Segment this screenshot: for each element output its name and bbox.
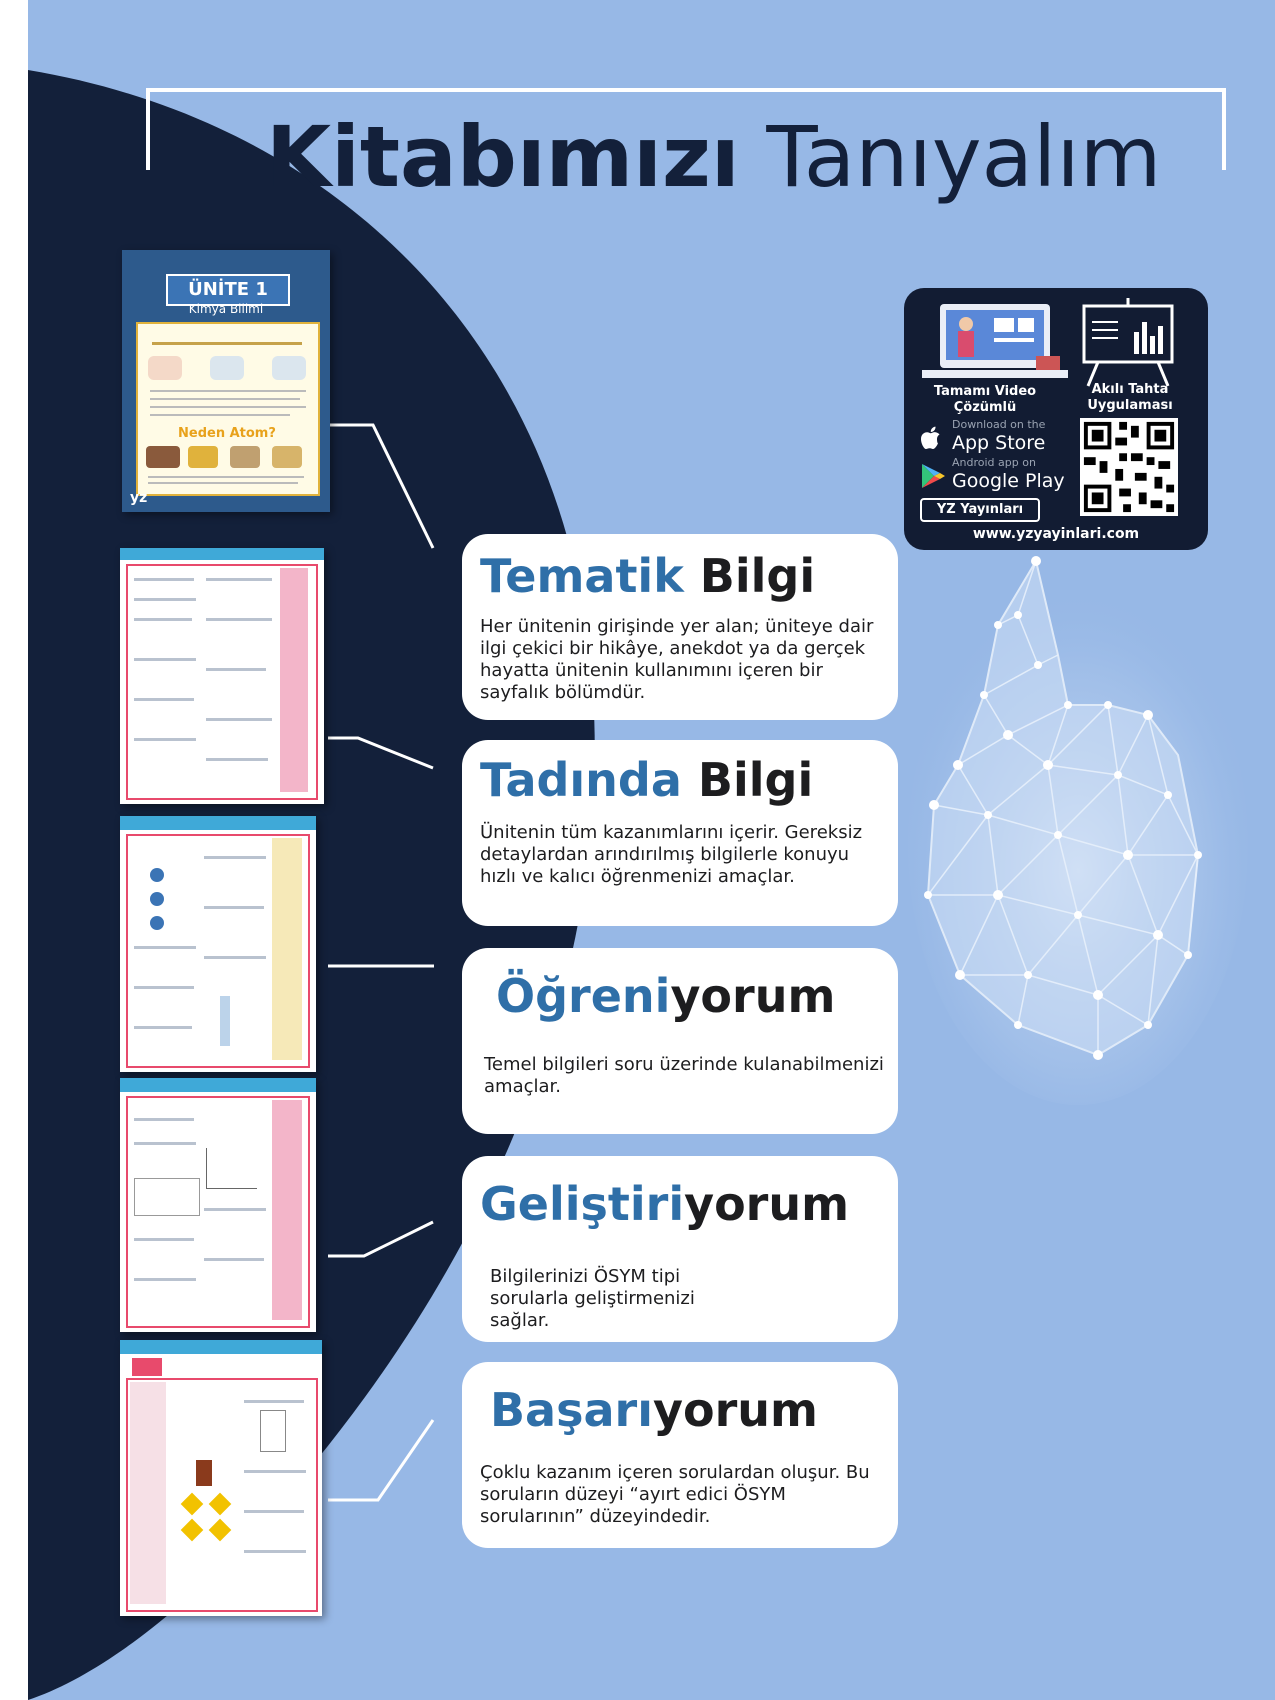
section-card-basariyorum: [462, 1362, 898, 1548]
worksheet-thumbnail-4: [120, 1340, 322, 1616]
worksheet-thumbnail-1: [120, 548, 324, 804]
title-light: Tanıyalım: [766, 108, 1162, 206]
section-description: Bilgilerinizi ÖSYM tipi sorularla geliştirmenizi sağlar.: [490, 1266, 695, 1331]
section-title: Geliştiriyorum: [480, 1177, 850, 1231]
poster-page: [28, 0, 1275, 1700]
app-store-badge[interactable]: [918, 418, 1068, 456]
worksheet-thumbnail-3: [120, 1078, 316, 1332]
section-title: Başarıyorum: [490, 1383, 818, 1437]
worksheet-thumbnail-2: [120, 816, 316, 1072]
section-card-tadinda-bilgi: [462, 740, 898, 926]
section-description: Temel bilgileri soru üzerinde kulanabilmenizi amaçlar.: [484, 1054, 884, 1097]
teacher-screen-icon: [920, 298, 1070, 386]
section-title: Öğreniyorum: [496, 969, 836, 1023]
section-card-gelistiriyorum: [462, 1156, 898, 1342]
google-play-small-text: Android app on: [952, 456, 1036, 469]
website-link[interactable]: www.yzyayinlari.com: [972, 526, 1140, 542]
qr-code[interactable]: [1080, 418, 1178, 516]
unit-heading: Neden Atom?: [178, 426, 276, 441]
smart-board-label: Akılı Tahta Uygulaması: [1087, 382, 1173, 413]
unit-subtitle: Kimya Bilimi: [188, 302, 264, 316]
smart-board-icon: [1078, 296, 1178, 388]
google-play-icon: [920, 462, 946, 490]
google-play-big-text: Google Play: [952, 470, 1065, 492]
section-title: Tematik Bilgi: [480, 549, 816, 603]
google-play-badge[interactable]: [918, 456, 1078, 494]
unit-logo: yz: [130, 490, 148, 506]
low-poly-hand-illustration: [898, 555, 1258, 1115]
app-store-big-text: App Store: [952, 432, 1046, 454]
section-description: Her ünitenin girişinde yer alan; üniteye dair ilgi çekici bir hikâye, anekdot ya da gerçek hayatta ünitenin kullanımını içeren bir sayfalık bölümdür.: [480, 616, 874, 703]
section-card-ogreniyorum: [462, 948, 898, 1134]
section-description: Ünitenin tüm kazanımlarını içerir. Gereksiz detaylardan arındırılmış bilgilerle konuyu hızlı ve kalıcı öğrenmenizi amaçlar.: [480, 822, 863, 887]
unit-preview-body: [136, 322, 320, 496]
video-solution-label: Tamamı Video Çözümlü: [933, 384, 1037, 415]
unit-preview-thumbnail: [122, 250, 330, 512]
unit-badge: ÜNİTE 1: [166, 274, 290, 306]
section-description: Çoklu kazanım içeren sorulardan oluşur. Bu soruların düzeyi “ayırt edici ÖSYM sorularının” düzeyindedir.: [480, 1462, 870, 1527]
section-title: Tadında Bilgi: [480, 753, 814, 807]
publisher-badge: YZ Yayınları: [920, 498, 1040, 522]
page-title: [266, 108, 1166, 206]
section-card-tematik-bilgi: [462, 534, 898, 720]
app-store-small-text: Download on the: [952, 418, 1046, 431]
title-bold: Kitabımızı: [266, 108, 740, 206]
apple-icon: [920, 424, 944, 452]
promo-panel: [904, 288, 1208, 550]
